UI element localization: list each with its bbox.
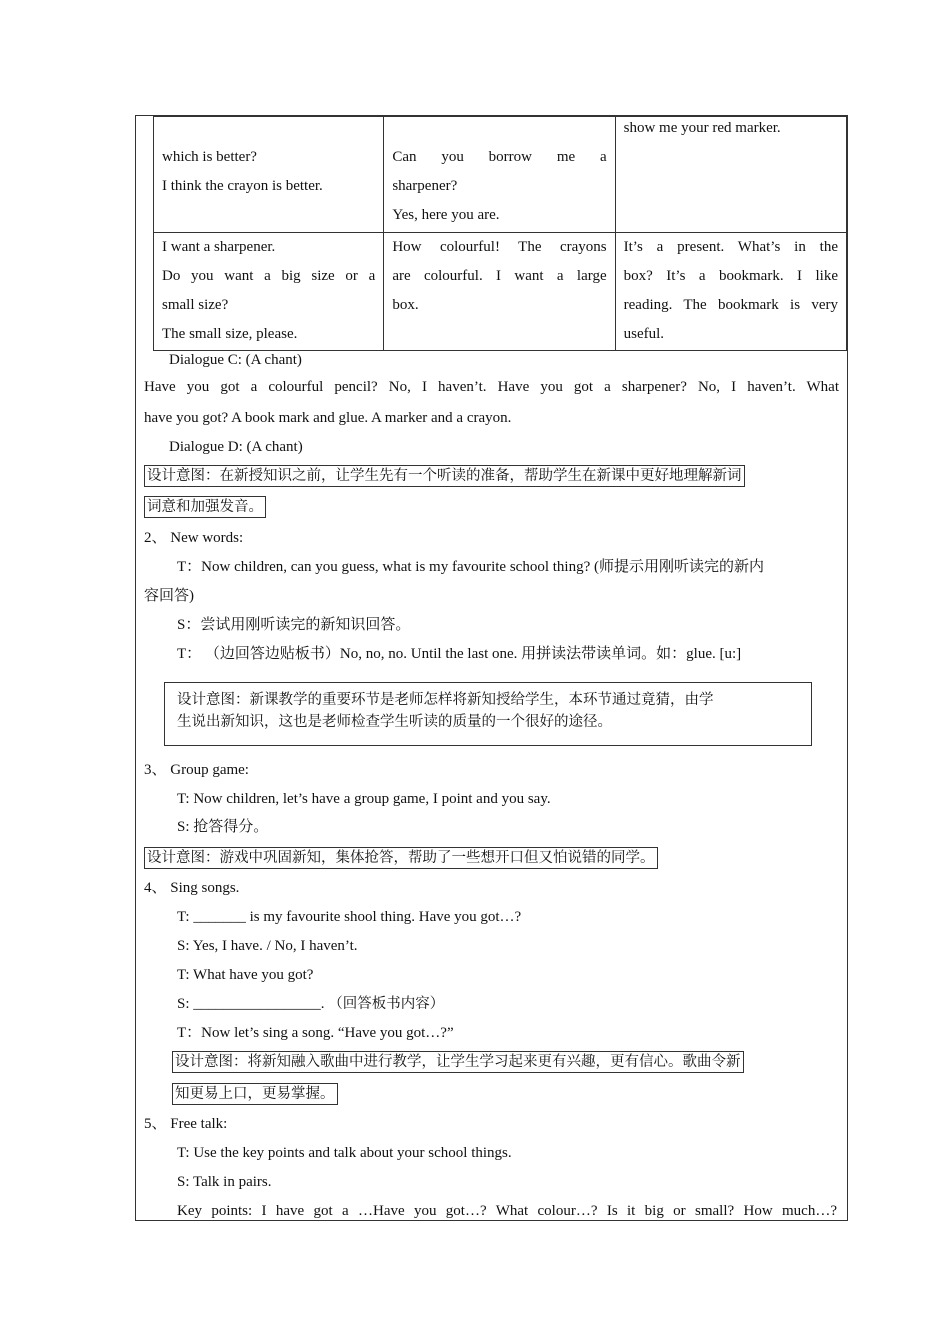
cell-line: reading. The bookmark is very — [623, 297, 838, 313]
section-2-teacher-line3: T： （边回答边贴板书）No, no, no. Until the last one. 用拼读法带读单词。如：glue. [u:] — [177, 646, 742, 662]
design-intent-4-line2 — [172, 1083, 338, 1105]
section-5-student-line: S: Talk in pairs. — [177, 1174, 272, 1190]
section-3-heading: 3、 Group game: — [144, 762, 249, 778]
design-intent-1-line1 — [144, 465, 745, 487]
section-2-teacher-line1: T：Now children, can you guess, what is my favourite school thing? (师提示用刚听读完的新内 — [177, 559, 764, 575]
cell-line: small size? — [162, 297, 229, 313]
cell-line: The small size, please. — [162, 326, 298, 342]
table-cell — [384, 117, 615, 233]
cell-line: sharpener? — [392, 178, 458, 194]
dialogue-c-line1: Have you got a colourful pencil? No, I haven’t. Have you got a sharpener? No, I haven’t. What — [144, 379, 839, 395]
design-intent-1-line2 — [144, 496, 266, 518]
cell-line: useful. — [623, 326, 665, 342]
dialogue-table — [153, 116, 847, 351]
design-intent-text: 知更易上口，更易掌握。 — [172, 1083, 338, 1105]
table-cell — [615, 233, 846, 351]
cell-line: Can you borrow me a — [392, 149, 607, 165]
section-5-key-points: Key points: I have got a …Have you got…? What colour…? Is it big or small? How much…? — [177, 1203, 837, 1219]
dialogue-c-line2: have you got? A book mark and glue. A marker and a crayon. — [144, 410, 512, 426]
dialogue-d-heading: Dialogue D: (A chant) — [169, 439, 303, 455]
section-5-heading: 5、 Free talk: — [144, 1116, 228, 1132]
design-intent-text: 词意和加强发音。 — [144, 496, 266, 518]
cell-line: box? It’s a bookmark. I like — [623, 268, 838, 284]
section-4-heading: 4、 Sing songs. — [144, 880, 240, 896]
section-2-student-line: S：尝试用刚听读完的新知识回答。 — [177, 617, 411, 633]
cell-line: Do you want a big size or a — [162, 268, 376, 284]
design-intent-text: 设计意图：在新授知识之前，让学生先有一个听读的准备，帮助学生在新课中更好地理解新词 — [144, 465, 745, 487]
section-2-heading: 2、 New words: — [144, 530, 244, 546]
design-intent-text: 生说出新知识，这也是老师检查学生听读的质量的一个很好的途径。 — [177, 714, 612, 730]
table-row — [154, 117, 847, 233]
section-3-student-line: S: 抢答得分。 — [177, 819, 269, 835]
design-intent-text: 设计意图：将新知融入歌曲中进行教学，让学生学习起来更有兴趣，更有信心。歌曲令新 — [172, 1051, 744, 1073]
cell-line: It’s a present. What’s in the — [623, 239, 838, 255]
cell-line: show me your red marker. — [623, 120, 781, 136]
section-4-teacher-line3: T：Now let’s sing a song. “Have you got…?” — [177, 1025, 454, 1041]
table-cell — [615, 117, 846, 233]
table-row — [154, 233, 847, 351]
answer-blank: S: _________________. — [177, 996, 325, 1012]
cell-line: which is better? — [162, 149, 257, 165]
cell-line: I think the crayon is better. — [162, 178, 323, 194]
answer-note: （回答板书内容） — [328, 996, 445, 1012]
section-4-teacher-line1: T: _______ is my favourite shool thing. Have you got…? — [177, 909, 522, 925]
table-cell — [154, 233, 384, 351]
section-4-student-line1: S: Yes, I have. / No, I haven’t. — [177, 938, 358, 954]
cell-line: box. — [392, 297, 419, 313]
design-intent-text: 设计意图：新课教学的重要环节是老师怎样将新知授给学生，本环节通过竟猜，由学 — [177, 692, 714, 708]
table-cell — [384, 233, 615, 351]
section-4-student-line2 — [177, 994, 444, 1014]
cell-line: Yes, here you are. — [392, 207, 500, 223]
dialogue-c-heading: Dialogue C: (A chant) — [169, 352, 302, 368]
section-5-teacher-line: T: Use the key points and talk about your school things. — [177, 1145, 512, 1161]
cell-line: How colourful! The crayons — [392, 239, 607, 255]
design-intent-text: 设计意图：游戏中巩固新知，集体抢答，帮助了一些想开口但又怕说错的同学。 — [144, 847, 658, 869]
design-intent-4-line1 — [172, 1051, 744, 1073]
section-3-teacher-line: T: Now children, let’s have a group game, I point and you say. — [177, 791, 551, 807]
table-cell — [154, 117, 384, 233]
design-intent-3 — [144, 847, 658, 869]
cell-line: I want a sharpener. — [162, 239, 276, 255]
section-2-teacher-line2: 容回答) — [144, 588, 194, 604]
section-4-teacher-line2: T: What have you got? — [177, 967, 314, 983]
design-intent-2-box — [164, 682, 812, 746]
cell-line: are colourful. I want a large — [392, 268, 607, 284]
